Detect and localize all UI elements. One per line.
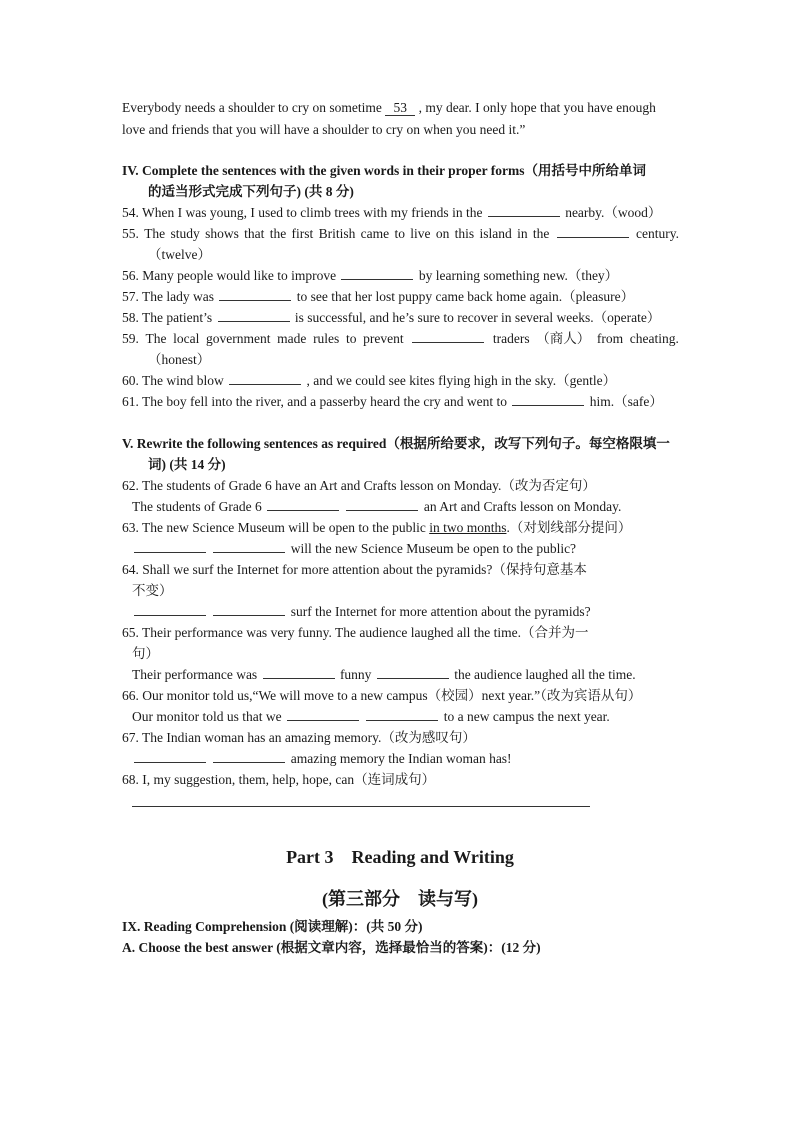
question-word: 55. bbox=[122, 226, 139, 241]
question-62: 62. The students of Grade 6 have an Art and Crafts lesson on Monday.（改为否定句） bbox=[122, 478, 596, 493]
question-word: made bbox=[277, 331, 307, 346]
question-58 bbox=[122, 309, 660, 327]
question-text: 57. The lady was bbox=[122, 289, 214, 304]
question-65-answer bbox=[132, 666, 636, 684]
question-67-answer bbox=[132, 750, 512, 768]
question-65: 65. Their performance was very funny. The audience laughed all the time.（合并为一 bbox=[122, 625, 589, 640]
question-word: study bbox=[170, 226, 200, 241]
question-text: Their performance was bbox=[132, 667, 258, 682]
answer-blank[interactable] bbox=[512, 393, 584, 406]
question-word: rules bbox=[313, 331, 340, 346]
question-word: local bbox=[173, 331, 200, 346]
question-text: 58. The patient’s bbox=[122, 310, 213, 325]
question-66-answer bbox=[132, 708, 610, 726]
question-word: to bbox=[345, 331, 357, 346]
question-55-hint: （twelve） bbox=[148, 247, 211, 262]
question-text: Our monitor told us that we bbox=[132, 709, 282, 724]
answer-blank[interactable] bbox=[412, 330, 484, 343]
question-text: amazing memory the Indian woman has! bbox=[290, 751, 512, 766]
intro-text: , my dear. I only hope that you have enough bbox=[418, 100, 656, 115]
section-a-title: A. Choose the best answer (根据文章内容，选择最恰当的答案)：(12 分) bbox=[122, 940, 541, 955]
question-word: from bbox=[596, 331, 624, 346]
question-word: traders bbox=[492, 331, 530, 346]
answer-blank[interactable] bbox=[213, 540, 285, 553]
question-word: cheating. bbox=[629, 331, 679, 346]
question-word: the bbox=[532, 226, 550, 241]
answer-blank[interactable] bbox=[557, 225, 629, 238]
question-text: nearby.（wood） bbox=[565, 205, 662, 220]
answer-blank[interactable] bbox=[346, 498, 418, 511]
question-text: 61. The boy fell into the river, and a passerby heard the cry and went to bbox=[122, 394, 507, 409]
question-text: century. bbox=[636, 226, 679, 241]
question-64: 64. Shall we surf the Internet for more attention about the pyramids?（保持句意基本 bbox=[122, 562, 587, 577]
question-word: 59. bbox=[122, 331, 139, 346]
answer-blank[interactable] bbox=[267, 498, 339, 511]
question-word: island bbox=[479, 226, 512, 241]
question-word: The bbox=[144, 226, 166, 241]
question-60 bbox=[122, 372, 616, 390]
question-55 bbox=[122, 225, 679, 243]
answer-blank[interactable] bbox=[134, 540, 206, 553]
answer-blank[interactable] bbox=[134, 603, 206, 616]
question-text: 60. The wind blow bbox=[122, 373, 224, 388]
question-59 bbox=[122, 330, 679, 348]
question-word: government bbox=[206, 331, 271, 346]
question-word: the bbox=[269, 226, 287, 241]
question-text: by learning something new.（they） bbox=[418, 268, 619, 283]
answer-blank[interactable] bbox=[219, 288, 291, 301]
question-62-answer bbox=[132, 498, 621, 516]
question-61 bbox=[122, 393, 663, 411]
question-63-answer bbox=[132, 540, 576, 558]
intro-line-2: love and friends that you will have a shoulder to cry on when you need it.” bbox=[122, 122, 526, 137]
question-64-answer bbox=[132, 603, 591, 621]
question-text: 63. The new Science Museum will be open to the public bbox=[122, 520, 426, 535]
part-3-title: Part 3 Reading and Writing bbox=[286, 847, 514, 867]
section-5-title: V. Rewrite the following sentences as required（根据所给要求，改写下列句子。每空格限填一 bbox=[122, 436, 670, 451]
answer-blank[interactable] bbox=[287, 708, 359, 721]
question-text: surf the Internet for more attention about the pyramids? bbox=[290, 604, 591, 619]
answer-blank[interactable] bbox=[213, 603, 285, 616]
question-word: in bbox=[517, 226, 528, 241]
part-3-title-cn: (第三部分 读与写) bbox=[322, 889, 478, 909]
question-word: came bbox=[360, 226, 390, 241]
answer-blank[interactable] bbox=[218, 309, 290, 322]
question-word: this bbox=[454, 226, 475, 241]
question-54 bbox=[122, 204, 661, 222]
answer-blank[interactable] bbox=[366, 708, 438, 721]
answer-blank[interactable] bbox=[134, 750, 206, 763]
question-66: 66. Our monitor told us,“We will move to a new campus（校园）next year.”（改为宾语从句） bbox=[122, 688, 642, 703]
question-text: him.（safe） bbox=[589, 394, 663, 409]
intro-line-1 bbox=[122, 99, 656, 117]
answer-blank[interactable] bbox=[213, 750, 285, 763]
question-56 bbox=[122, 267, 618, 285]
answer-blank[interactable] bbox=[229, 372, 301, 385]
question-word: shows bbox=[205, 226, 239, 241]
question-word: that bbox=[244, 226, 265, 241]
question-word: （商人） bbox=[536, 331, 591, 346]
question-word: British bbox=[318, 226, 356, 241]
question-68: 68. I, my suggestion, them, help, hope, can（连词成句） bbox=[122, 772, 436, 787]
answer-blank[interactable] bbox=[263, 666, 335, 679]
blank-53: 53 bbox=[385, 101, 415, 116]
question-word: prevent bbox=[363, 331, 404, 346]
section-4-title-cont: 的适当形式完成下列句子) (共 8 分) bbox=[148, 184, 354, 199]
question-text: The students of Grade 6 bbox=[132, 499, 262, 514]
section-5-title-cont: 词) (共 14 分) bbox=[148, 457, 226, 472]
answer-blank[interactable] bbox=[377, 666, 449, 679]
question-67: 67. The Indian woman has an amazing memory.（改为感叹句） bbox=[122, 730, 476, 745]
answer-blank[interactable] bbox=[341, 267, 413, 280]
question-word: live bbox=[410, 226, 431, 241]
question-text: the audience laughed all the time. bbox=[454, 667, 636, 682]
question-59-hint: （honest） bbox=[148, 352, 211, 367]
question-word: The bbox=[145, 331, 167, 346]
question-word: first bbox=[291, 226, 314, 241]
answer-line-68[interactable] bbox=[132, 806, 590, 807]
question-text: .（对划线部分提问） bbox=[506, 520, 632, 535]
question-57 bbox=[122, 288, 634, 306]
question-text: 54. When I was young, I used to climb trees with my friends in the bbox=[122, 205, 483, 220]
section-9-title: IX. Reading Comprehension (阅读理解)：(共 50 分) bbox=[122, 919, 423, 934]
underlined-phrase: in two months bbox=[429, 520, 507, 535]
section-4-title: IV. Complete the sentences with the given words in their proper forms（用括号中所给单词 bbox=[122, 163, 646, 178]
question-word: on bbox=[435, 226, 450, 241]
question-text: an Art and Crafts lesson on Monday. bbox=[423, 499, 622, 514]
question-64-cont: 不变） bbox=[132, 583, 173, 598]
question-text: to a new campus the next year. bbox=[443, 709, 610, 724]
question-65-cont: 句） bbox=[132, 646, 159, 661]
question-text: to see that her lost puppy came back home again.（pleasure） bbox=[296, 289, 635, 304]
question-word: to bbox=[394, 226, 405, 241]
question-text: 56. Many people would like to improve bbox=[122, 268, 337, 283]
question-text: , and we could see kites flying high in the sky.（gentle） bbox=[306, 373, 617, 388]
question-63 bbox=[122, 519, 631, 537]
answer-blank[interactable] bbox=[488, 204, 560, 217]
question-text: will the new Science Museum be open to the public? bbox=[290, 541, 577, 556]
question-text: is successful, and he’s sure to recover in several weeks.（operate） bbox=[294, 310, 661, 325]
intro-text: Everybody needs a shoulder to cry on sometime bbox=[122, 100, 382, 115]
question-text: funny bbox=[339, 667, 372, 682]
